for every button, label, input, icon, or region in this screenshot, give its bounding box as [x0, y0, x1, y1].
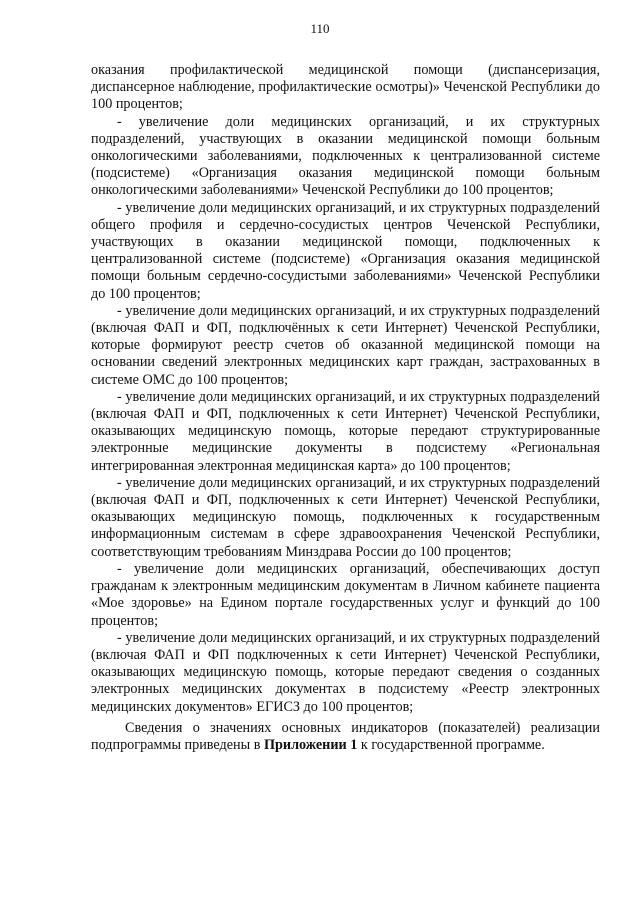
- bullet-item-2: - увеличение доли медицинских организаций, и их структурных подразделений общего профиля и сердечно-сосудистых центров Чеченской Республики, участвующих в оказании медицинской помощи, подключенных к централизованной системе (подсистеме) «Организация оказания медицинской помощи больным сердечно-сосудистыми заболеваниями» Чеченской Республики до 100 процентов;: [91, 199, 600, 302]
- bullet-item-1: - увеличение доли медицинских организаций, и их структурных подразделений, участвующих в оказании медицинской помощи больным онкологическими заболеваниями, подключенных к централизованной системе (подсистеме) «Организация оказания медицинской помощи больным онкологическими заболеваниями» Чеченской Республики до 100 процентов;: [91, 113, 600, 199]
- bullet-item-3: - увеличение доли медицинских организаций, и их структурных подразделений (включая ФАП и ФП, подключённых к сети Интернет) Чеченской Республики, которые формируют реестр счетов об оказанной медицинской помощи на основании сведений электронных медицинских карт граждан, застрахованных в системе ОМС до 100 процентов;: [91, 302, 600, 388]
- summary-paragraph: [91, 720, 600, 754]
- bullet-item-7: - увеличение доли медицинских организаций, и их структурных подразделений (включая ФАП и ФП подключенных к сети Интернет) Чеченской Республики, оказывающих медицинскую помощь, которые передают сведения о созданных электронных медицинских документах в подсистему «Реестр электронных медицинских документов» ЕГИСЗ до 100 процентов;: [91, 629, 600, 715]
- appendix-reference: Приложении 1: [263, 736, 358, 753]
- bullet-item-4: - увеличение доли медицинских организаций, и их структурных подразделений (включая ФАП и ФП, подключенных к сети Интернет) Чеченской Республики, оказывающих медицинскую помощь, которые передают структурированные электронные медицинские документы в подсистему «Региональная интегрированная электронная медицинская карта» до 100 процентов;: [91, 388, 600, 474]
- summary-text-after: к государственной программе.: [357, 736, 545, 753]
- bullet-item-5: - увеличение доли медицинских организаций, и их структурных подразделений (включая ФАП и ФП, подключенных к сети Интернет) Чеченской Республики, оказывающих медицинскую помощь, подключенных к государственным информационным системам в сфере здравоохранения Чеченской Республики, соответствующим требованиям Минздрава России до 100 процентов;: [91, 474, 600, 560]
- document-body: [91, 62, 600, 754]
- bullet-item-6: - увеличение доли медицинских организаций, обеспечивающих доступ гражданам к электронным медицинским документам в Личном кабинете пациента «Мое здоровье» на Едином портале государственных услуг и функций до 100 процентов;: [91, 560, 600, 629]
- intro-paragraph: оказания профилактической медицинской помощи (диспансеризация, диспансерное наблюдение, профилактические осмотры)» Чеченской Республики до 100 процентов;: [91, 62, 600, 113]
- summary-text-before: Сведения о значениях основных индикаторов (показателей) реализации подпрограммы приведены в: [91, 719, 600, 753]
- page-number: 110: [310, 21, 330, 36]
